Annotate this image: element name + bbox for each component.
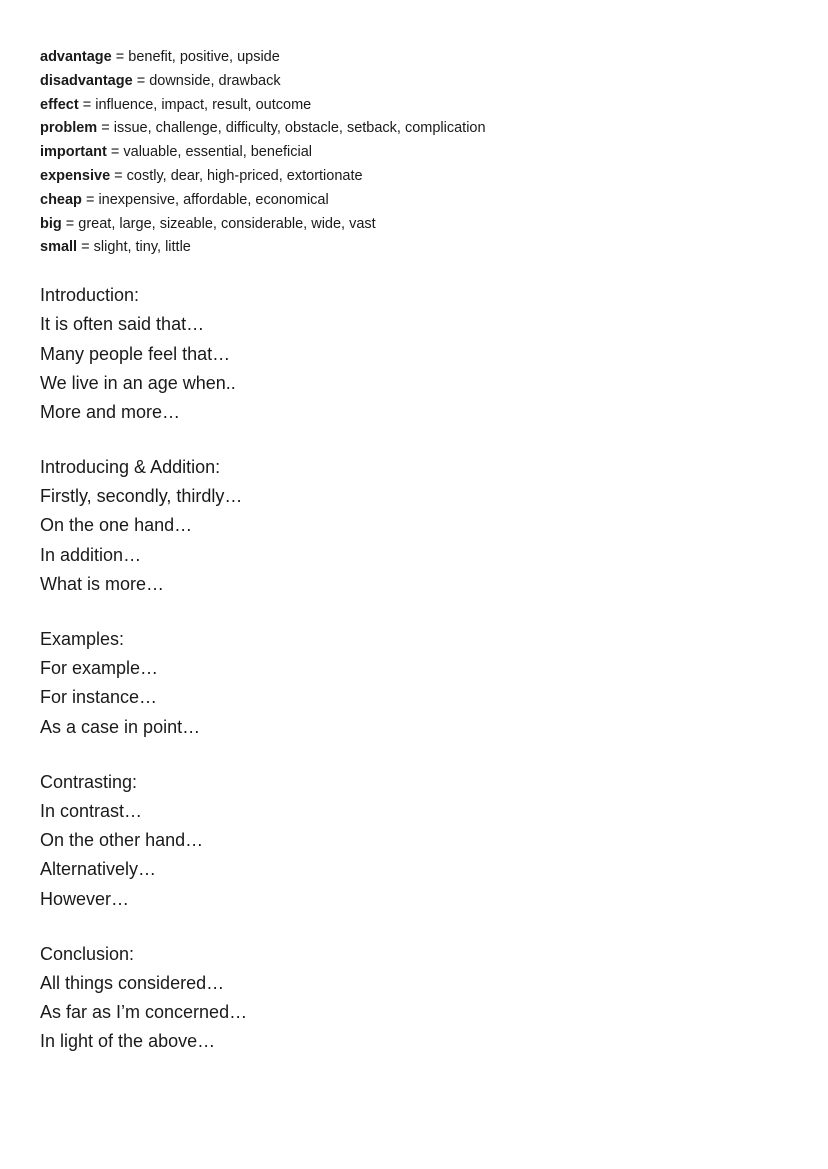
phrase-list xyxy=(40,482,800,599)
phrase-item: We live in an age when.. xyxy=(40,372,236,393)
synonym-separator: = xyxy=(77,239,94,256)
phrase-item: However… xyxy=(40,888,130,909)
synonym-separator: = xyxy=(97,120,114,137)
synonym-term: problem xyxy=(40,120,98,137)
section-introduction xyxy=(40,281,800,427)
synonym-alternatives: downside, drawback xyxy=(149,72,281,89)
synonym-term: disadvantage xyxy=(40,72,133,89)
synonym-term: advantage xyxy=(40,49,112,65)
phrase-item: Firstly, secondly, thirdly… xyxy=(40,486,243,507)
section-conclusion xyxy=(40,940,800,1057)
phrase-item: On the one hand… xyxy=(40,515,193,536)
section-introducing-addition xyxy=(40,453,800,599)
section-heading: Conclusion: xyxy=(40,943,135,964)
synonym-row xyxy=(40,94,800,118)
synonym-row xyxy=(40,189,800,213)
phrase-item: In addition… xyxy=(40,544,142,565)
phrase-item: In contrast… xyxy=(40,800,143,821)
synonym-term: important xyxy=(40,144,107,161)
synonym-alternatives: valuable, essential, beneficial xyxy=(123,144,313,161)
synonym-list xyxy=(40,46,800,260)
phrase-list xyxy=(40,969,800,1057)
synonym-alternatives: inexpensive, affordable, economical xyxy=(98,191,329,208)
phrase-list xyxy=(40,654,800,742)
synonym-separator: = xyxy=(110,167,127,184)
synonym-term: effect xyxy=(40,96,79,113)
phrase-item: As far as I’m concerned… xyxy=(40,1002,248,1023)
phrase-item: As a case in point… xyxy=(40,716,201,737)
synonym-alternatives: influence, impact, result, outcome xyxy=(95,96,312,113)
synonym-row xyxy=(40,46,800,70)
phrase-item: For example… xyxy=(40,658,159,679)
phrase-item: All things considered… xyxy=(40,972,225,993)
synonym-row xyxy=(40,213,800,237)
synonym-term: big xyxy=(40,215,62,232)
phrase-item: What is more… xyxy=(40,573,165,594)
phrase-list xyxy=(40,310,800,427)
synonym-alternatives: issue, challenge, difficulty, obstacle, setback, complication xyxy=(113,120,486,137)
phrase-item: It is often said that… xyxy=(40,314,205,335)
phrase-list xyxy=(40,797,800,914)
phrase-item: Alternatively… xyxy=(40,859,157,880)
phrase-item: Many people feel that… xyxy=(40,343,231,364)
synonym-row xyxy=(40,165,800,189)
phrase-item: More and more… xyxy=(40,401,181,422)
phrase-item: In light of the above… xyxy=(40,1031,216,1052)
document-page xyxy=(40,46,800,1056)
synonym-alternatives: great, large, sizeable, considerable, wide, vast xyxy=(78,215,376,232)
synonym-row xyxy=(40,236,800,260)
synonym-separator: = xyxy=(132,72,150,89)
synonym-term: cheap xyxy=(40,191,82,208)
section-heading: Contrasting: xyxy=(40,771,138,792)
synonym-separator: = xyxy=(78,96,96,113)
synonym-separator: = xyxy=(106,144,124,161)
phrase-item: For instance… xyxy=(40,687,158,708)
synonym-row xyxy=(40,70,800,94)
phrase-item: On the other hand… xyxy=(40,830,204,851)
synonym-row xyxy=(40,141,800,165)
section-heading: Introduction: xyxy=(40,285,140,306)
synonym-separator: = xyxy=(111,49,129,65)
section-examples xyxy=(40,625,800,742)
synonym-term: expensive xyxy=(40,167,111,184)
section-contrasting xyxy=(40,768,800,914)
synonym-alternatives: slight, tiny, little xyxy=(93,239,191,256)
synonym-alternatives: benefit, positive, upside xyxy=(128,49,280,65)
section-heading: Examples: xyxy=(40,629,125,650)
synonym-row xyxy=(40,117,800,141)
section-heading: Introducing & Addition: xyxy=(40,457,221,478)
synonym-separator: = xyxy=(61,215,79,232)
synonym-separator: = xyxy=(81,191,99,208)
synonym-term: small xyxy=(40,239,78,256)
synonym-alternatives: costly, dear, high-priced, extortionate xyxy=(126,167,363,184)
